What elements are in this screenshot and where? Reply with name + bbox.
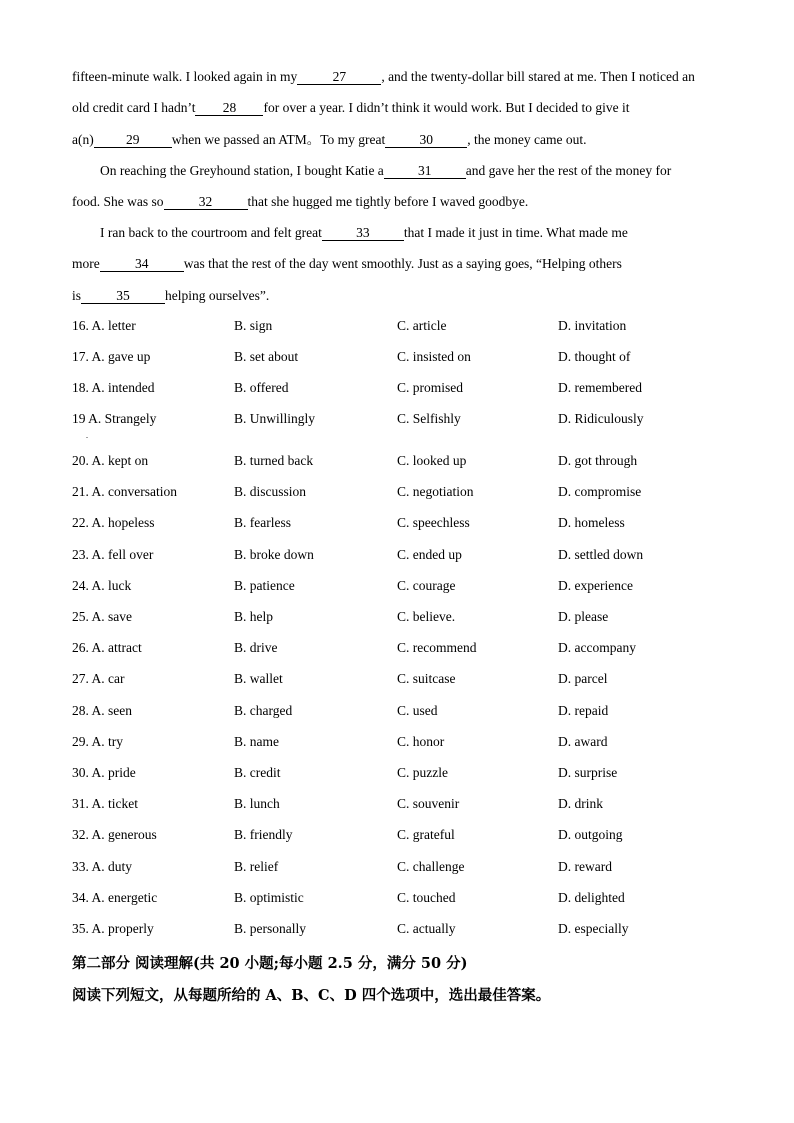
option-c: C. insisted on xyxy=(397,349,471,364)
option-d: D. reward xyxy=(558,859,612,874)
option-c: C. touched xyxy=(397,890,456,905)
option-a: 18. A. intended xyxy=(72,380,155,395)
option-a: 30. A. pride xyxy=(72,765,136,780)
passage-line xyxy=(72,69,695,85)
answer-blank: 29 xyxy=(94,133,172,148)
option-c: C. article xyxy=(397,318,447,333)
passage-text: more xyxy=(72,256,100,271)
option-a: 16. A. letter xyxy=(72,318,136,333)
option-a: 22. A. hopeless xyxy=(72,515,155,530)
answer-blank: 30 xyxy=(385,133,467,148)
passage-text: a(n) xyxy=(72,132,94,147)
option-b: B. turned back xyxy=(234,453,314,468)
option-a: 33. A. duty xyxy=(72,859,133,874)
option-d: D. compromise xyxy=(558,484,642,499)
option-b: B. set about xyxy=(234,349,299,364)
option-a: 35. A. properly xyxy=(72,921,154,936)
option-c: C. honor xyxy=(397,734,445,749)
option-a: 20. A. kept on xyxy=(72,453,149,468)
option-a: 29. A. try xyxy=(72,734,124,749)
option-d: D. Ridiculously xyxy=(558,411,644,426)
option-b: B. relief xyxy=(234,859,279,874)
option-b: B. patience xyxy=(234,578,295,593)
passage-text: that she hugged me tightly before I waved goodbye. xyxy=(247,194,529,209)
option-d: D. experience xyxy=(558,578,633,593)
passage-text: when we passed an ATM。To my great xyxy=(171,132,386,147)
option-c: C. negotiation xyxy=(397,484,474,499)
option-d: D. delighted xyxy=(558,890,625,905)
option-c: C. looked up xyxy=(397,453,467,468)
option-d: D. drink xyxy=(558,796,603,811)
option-b: B. optimistic xyxy=(234,890,304,905)
option-c: C. speechless xyxy=(397,515,470,530)
passage-line xyxy=(72,288,269,304)
option-a: 26. A. attract xyxy=(72,640,142,655)
option-b: B. Unwillingly xyxy=(234,411,316,426)
option-b: B. name xyxy=(234,734,279,749)
passage-line xyxy=(72,194,528,210)
passage-text: and gave her the rest of the money for xyxy=(465,163,672,178)
passage-text: food. She was so xyxy=(72,194,164,209)
stray-mark: . xyxy=(86,431,88,440)
passage-text: fifteen-minute walk. I looked again in my xyxy=(72,69,298,84)
option-b: B. friendly xyxy=(234,827,293,842)
passage-text: old credit card I hadn’t xyxy=(72,100,196,115)
passage-text: , the money came out. xyxy=(467,132,587,147)
passage-text: I ran back to the courtroom and felt great xyxy=(100,225,322,240)
option-b: B. discussion xyxy=(234,484,307,499)
option-d: D. please xyxy=(558,609,609,624)
option-d: D. homeless xyxy=(558,515,625,530)
section-instruction: 阅读下列短文，从每题所给的 A、B、C、D 四个选项中，选出最佳答案。 xyxy=(72,987,551,1004)
option-c: C. courage xyxy=(397,578,456,593)
option-d: D. got through xyxy=(558,453,638,468)
option-c: C. ended up xyxy=(397,547,462,562)
passage-line xyxy=(100,163,671,179)
option-b: B. drive xyxy=(234,640,278,655)
answer-blank: 34 xyxy=(100,257,184,272)
option-d: D. settled down xyxy=(558,547,644,562)
answer-blank: 35 xyxy=(81,289,165,304)
option-a: 28. A. seen xyxy=(72,703,132,718)
answer-blank: 28 xyxy=(195,101,263,116)
option-d: D. thought of xyxy=(558,349,631,364)
passage-text: is xyxy=(72,288,82,303)
option-b: B. wallet xyxy=(234,671,283,686)
passage-line xyxy=(72,132,586,148)
option-c: C. promised xyxy=(397,380,463,395)
option-c: C. grateful xyxy=(397,827,455,842)
option-b: B. offered xyxy=(234,380,289,395)
passage-text: , and the twenty-dollar bill stared at me. Then I noticed an xyxy=(381,69,695,84)
option-b: B. lunch xyxy=(234,796,280,811)
option-a: 34. A. energetic xyxy=(72,890,158,905)
option-c: C. souvenir xyxy=(397,796,460,811)
option-b: B. help xyxy=(234,609,273,624)
option-a: 32. A. generous xyxy=(72,827,157,842)
option-b: B. broke down xyxy=(234,547,314,562)
passage-line xyxy=(72,256,622,272)
option-c: C. puzzle xyxy=(397,765,448,780)
option-d: D. repaid xyxy=(558,703,609,718)
answer-blank: 27 xyxy=(297,70,381,85)
option-d: D. especially xyxy=(558,921,629,936)
option-c: C. suitcase xyxy=(397,671,456,686)
option-d: D. invitation xyxy=(558,318,627,333)
option-d: D. outgoing xyxy=(558,827,623,842)
option-c: C. recommend xyxy=(397,640,477,655)
option-b: B. credit xyxy=(234,765,281,780)
option-b: B. personally xyxy=(234,921,306,936)
option-b: B. charged xyxy=(234,703,293,718)
answer-blank: 31 xyxy=(384,164,466,179)
option-a: 17. A. gave up xyxy=(72,349,151,364)
option-a: 21. A. conversation xyxy=(72,484,177,499)
option-c: C. actually xyxy=(397,921,456,936)
option-a: 23. A. fell over xyxy=(72,547,154,562)
option-a: 24. A. luck xyxy=(72,578,132,593)
option-a: 19 A. Strangely xyxy=(72,411,157,426)
passage-line xyxy=(72,100,630,116)
option-d: D. accompany xyxy=(558,640,636,655)
option-b: B. fearless xyxy=(234,515,291,530)
passage-text: helping ourselves”. xyxy=(165,288,270,303)
option-a: 31. A. ticket xyxy=(72,796,138,811)
option-b: B. sign xyxy=(234,318,273,333)
passage-text: for over a year. I didn’t think it would work. But I decided to give it xyxy=(263,100,630,115)
option-d: D. parcel xyxy=(558,671,608,686)
option-c: C. believe. xyxy=(397,609,456,624)
option-c: C. challenge xyxy=(397,859,465,874)
passage-text: that I made it just in time. What made me xyxy=(403,225,628,240)
option-d: D. award xyxy=(558,734,608,749)
option-d: D. surprise xyxy=(558,765,618,780)
option-c: C. Selfishly xyxy=(397,411,461,426)
option-a: 25. A. save xyxy=(72,609,132,624)
option-a: 27. A. car xyxy=(72,671,125,686)
passage-line xyxy=(100,225,628,241)
option-c: C. used xyxy=(397,703,438,718)
section-heading: 第二部分 阅读理解(共 20 小题;每小题 2.5 分，满分 50 分) xyxy=(72,955,468,972)
passage-text: was that the rest of the day went smoothly. Just as a saying goes, “Helping others xyxy=(183,256,622,271)
answer-blank: 32 xyxy=(164,195,248,210)
option-d: D. remembered xyxy=(558,380,642,395)
answer-blank: 33 xyxy=(322,226,404,241)
passage-text: On reaching the Greyhound station, I bought Katie a xyxy=(100,163,384,178)
